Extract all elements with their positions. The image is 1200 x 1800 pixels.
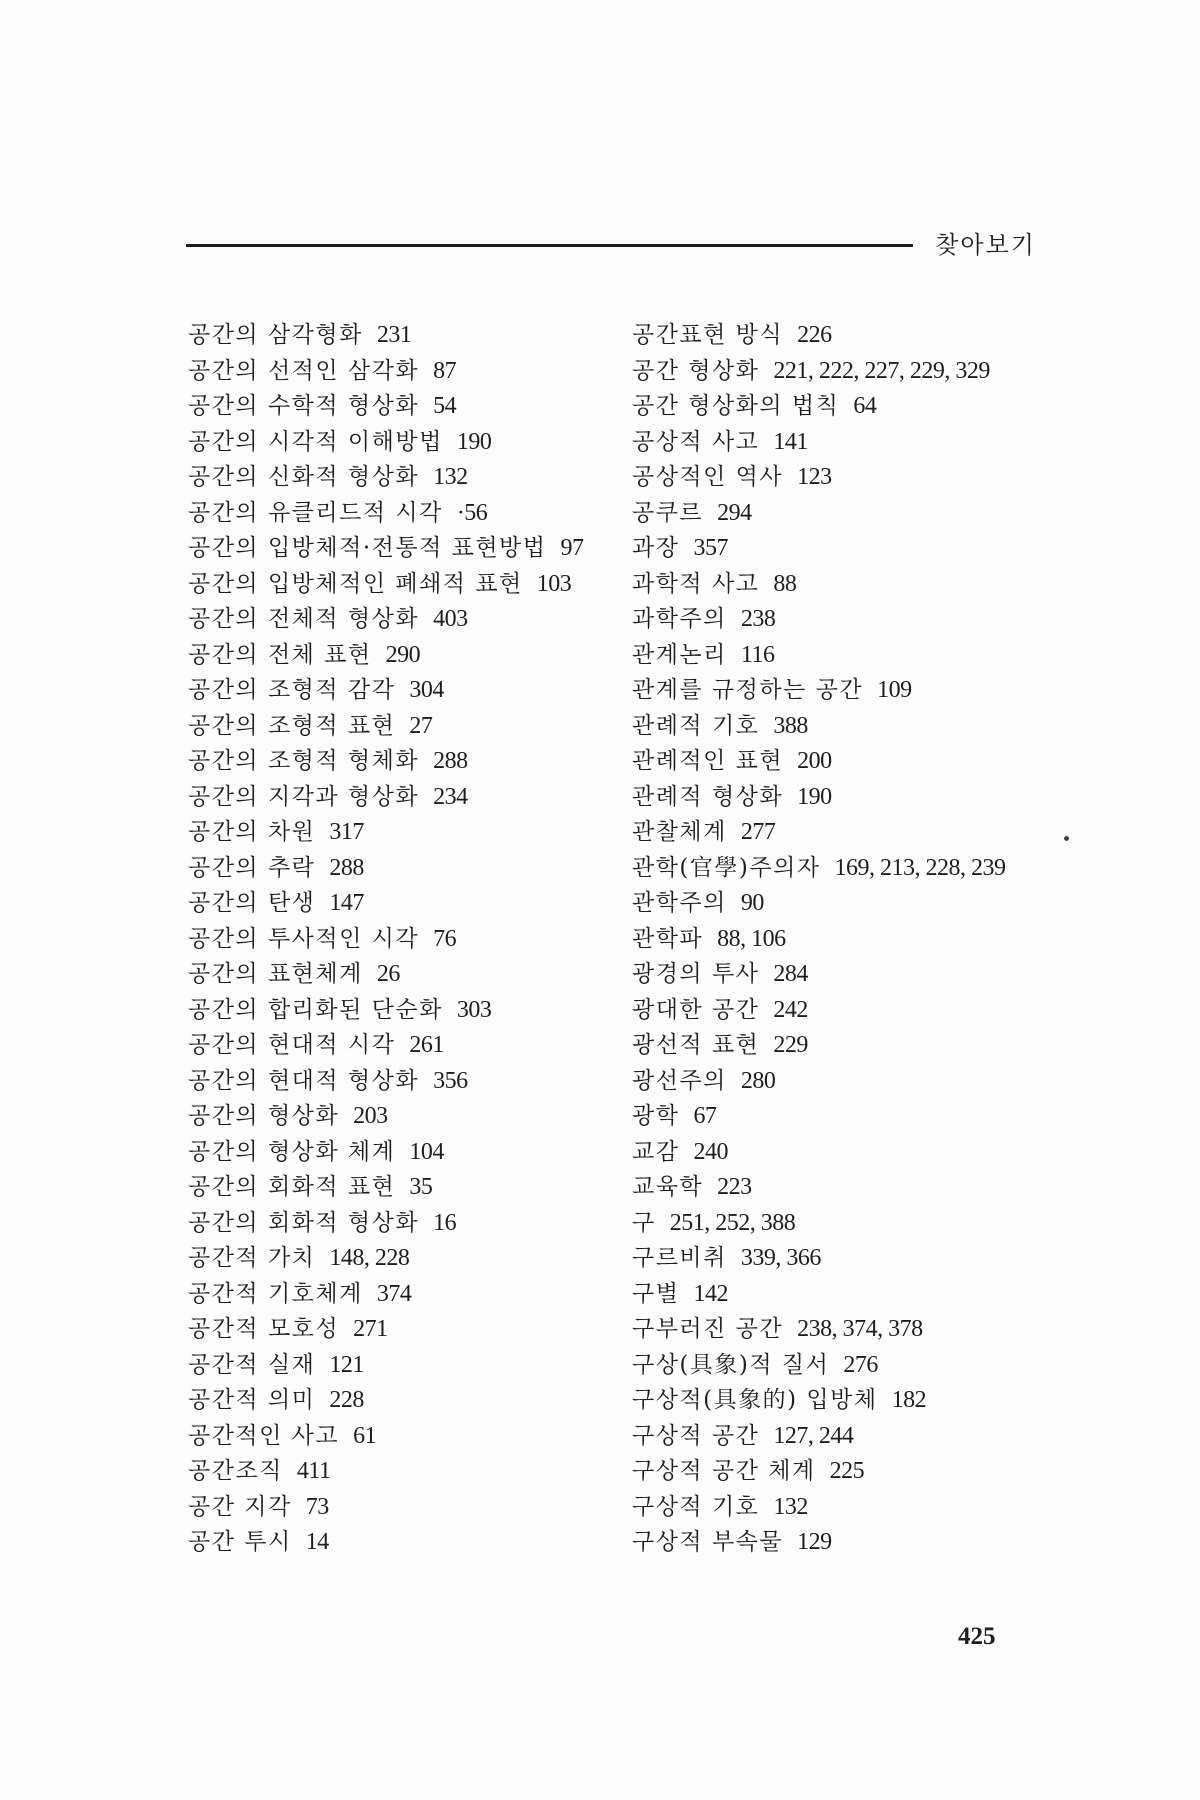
index-entry [188, 354, 608, 390]
index-column-right [632, 318, 1052, 1561]
index-page-refs: 54 [433, 393, 457, 419]
index-term: 공간의 지각과 형상화 [188, 783, 420, 810]
index-entry [632, 1170, 1052, 1206]
index-entry [632, 425, 1052, 461]
index-page-refs: 129 [797, 1529, 832, 1555]
index-term: 공간의 형상화 [188, 1103, 340, 1129]
page-number: 425 [958, 1623, 996, 1650]
index-page-refs: 132 [773, 1493, 808, 1520]
index-entry [188, 1241, 608, 1277]
index-term: 구상적 공간 [632, 1422, 760, 1449]
index-page-refs: 240 [693, 1138, 728, 1165]
index-term: 공쿠르 [632, 499, 704, 526]
index-page-refs: 116 [740, 641, 775, 668]
index-page-refs: 280 [740, 1067, 776, 1094]
index-page-refs: 73 [305, 1493, 329, 1520]
index-term: 구부러진 공간 [632, 1316, 784, 1342]
index-term: 과학적 사고 [632, 570, 760, 597]
index-term: 과장 [632, 535, 680, 561]
index-entry [632, 1028, 1052, 1064]
index-page-refs: 231 [376, 322, 412, 348]
index-page-refs: 226 [797, 322, 832, 348]
index-page-refs: 203 [353, 1103, 388, 1129]
index-page-refs: 132 [433, 464, 468, 490]
index-page-refs: 261 [409, 1032, 444, 1058]
index-entry [632, 460, 1052, 496]
section-title: 찾아보기 [935, 231, 1036, 259]
index-term: 공간 지각 [188, 1493, 292, 1520]
index-page-refs: 90 [740, 890, 764, 916]
index-entry [188, 1454, 608, 1490]
index-entry [188, 780, 608, 816]
index-page-refs: 27 [409, 712, 433, 739]
index-term: 관찰체계 [632, 819, 727, 845]
index-page-refs: 35 [409, 1174, 433, 1200]
index-entry [632, 1135, 1052, 1171]
index-page-refs: 276 [843, 1351, 878, 1378]
index-term: 광경의 투사 [632, 961, 760, 987]
index-entry [632, 1099, 1052, 1135]
index-entry [188, 1277, 608, 1313]
index-page-refs: 104 [409, 1138, 444, 1165]
index-page-refs: 229 [773, 1032, 808, 1058]
index-term: 구상적 기호 [632, 1493, 760, 1520]
index-page-refs: 64 [853, 393, 877, 419]
index-page-refs: 356 [433, 1067, 468, 1094]
index-page-refs: 223 [717, 1174, 752, 1200]
index-term: 공간 형상화의 법칙 [632, 393, 840, 419]
index-term: 관학파 [632, 925, 704, 952]
index-page-refs: 76 [433, 925, 457, 952]
index-term: 공간의 형상화 체계 [188, 1138, 396, 1165]
index-term: 공간의 선적인 삼각화 [188, 357, 420, 384]
index-term: 공간의 회화적 표현 [188, 1174, 396, 1200]
index-page-refs: 169, 213, 228, 239 [834, 854, 1006, 881]
index-entry [188, 1348, 608, 1384]
index-entry [188, 851, 608, 887]
index-term: 공간의 수학적 형상화 [188, 393, 420, 419]
index-entry [188, 1312, 608, 1348]
index-column-left [188, 318, 608, 1561]
index-page-refs: 97 [560, 535, 584, 561]
index-entry [188, 993, 608, 1029]
index-entry [632, 1206, 1052, 1242]
index-page-refs: 16 [433, 1209, 457, 1236]
index-term: 공간의 신화적 형상화 [188, 464, 420, 490]
index-page-refs: 182 [891, 1387, 927, 1413]
index-entry [632, 354, 1052, 390]
index-entry [632, 709, 1052, 745]
index-entry [632, 1312, 1052, 1348]
index-term: 공간조직 [188, 1458, 283, 1484]
index-term: 공간의 합리화된 단순화 [188, 996, 443, 1023]
index-entry [188, 425, 608, 461]
index-term: 공간적 모호성 [188, 1316, 340, 1342]
index-page-refs: 88, 106 [717, 925, 786, 952]
index-entry [632, 780, 1052, 816]
index-entry [632, 1454, 1052, 1490]
index-entry [632, 602, 1052, 638]
index-page-refs: 190 [797, 783, 832, 810]
index-entry [188, 744, 608, 780]
index-entry [188, 1064, 608, 1100]
index-entry [632, 1419, 1052, 1455]
index-entry [632, 318, 1052, 354]
index-entry [188, 709, 608, 745]
index-entry [632, 744, 1052, 780]
index-page-refs: 288 [329, 854, 364, 881]
index-page-refs: 238, 374, 378 [797, 1316, 923, 1342]
index-term: 공간의 입방체적·전통적 표현방법 [188, 535, 547, 561]
index-entry [188, 673, 608, 709]
index-term: 공간의 표현체계 [188, 961, 363, 987]
index-page-refs: 148, 228 [329, 1245, 410, 1271]
index-entry [632, 993, 1052, 1029]
index-term: 공간적 가치 [188, 1245, 316, 1271]
index-entry [188, 1383, 608, 1419]
stray-dot-mark [1064, 836, 1069, 841]
index-page-refs: 142 [693, 1280, 728, 1307]
index-page-refs: 271 [353, 1316, 388, 1342]
index-term: 광학 [632, 1103, 680, 1129]
index-entry [632, 851, 1052, 887]
index-term: 관례적 기호 [632, 712, 760, 739]
index-term: 공간의 시각적 이해방법 [188, 428, 443, 455]
index-entry [632, 1383, 1052, 1419]
index-term: 공간의 전체적 형상화 [188, 606, 420, 632]
index-term: 구상적(具象的) 입방체 [632, 1387, 878, 1413]
index-entry [188, 886, 608, 922]
index-entry [188, 531, 608, 567]
index-page-refs: 67 [693, 1103, 717, 1129]
index-term: 관례적인 표현 [632, 748, 784, 774]
index-page-refs: 228 [329, 1387, 364, 1413]
index-term: 구 [632, 1209, 656, 1236]
index-term: 공간의 조형적 표현 [188, 712, 396, 739]
index-page-refs: 127, 244 [773, 1422, 854, 1449]
index-entry [188, 1028, 608, 1064]
index-term: 공간표현 방식 [632, 322, 784, 348]
index-page-refs: 290 [385, 641, 421, 668]
index-page-refs: 141 [773, 428, 808, 455]
index-entry [632, 389, 1052, 425]
index-entry [188, 1170, 608, 1206]
index-entry [188, 1525, 608, 1561]
index-term: 공간의 입방체적인 폐쇄적 표현 [188, 570, 523, 597]
index-term: 공간 형상화 [632, 357, 760, 384]
index-term: 광선주의 [632, 1067, 727, 1094]
index-page-refs: 103 [536, 570, 572, 597]
index-term: 과학주의 [632, 606, 727, 632]
index-term: 공간의 전체 표현 [188, 641, 372, 668]
index-page-refs: 26 [376, 961, 400, 987]
index-page-refs: 294 [717, 499, 752, 526]
index-entry [188, 318, 608, 354]
index-entry [632, 957, 1052, 993]
index-page-refs: 304 [409, 677, 444, 703]
index-term: 구별 [632, 1280, 680, 1307]
index-term: 공간적 기호체계 [188, 1280, 363, 1307]
index-entry [188, 922, 608, 958]
index-entry [188, 1419, 608, 1455]
index-page-refs: 238 [740, 606, 776, 632]
index-entry [188, 1135, 608, 1171]
index-entry [188, 460, 608, 496]
index-page-refs: 242 [773, 996, 808, 1023]
index-entry [632, 922, 1052, 958]
index-term: 광대한 공간 [632, 996, 760, 1023]
index-term: 공간 투시 [188, 1529, 292, 1555]
index-term: 공간의 조형적 감각 [188, 677, 396, 703]
index-page-refs: 403 [433, 606, 468, 632]
index-term: 공간적 의미 [188, 1387, 316, 1413]
index-entry [188, 496, 608, 532]
index-page-refs: 251, 252, 388 [669, 1209, 796, 1236]
index-term: 공간의 차원 [188, 819, 316, 845]
index-page-refs: 284 [773, 961, 808, 987]
index-entry [632, 638, 1052, 674]
index-entry [632, 567, 1052, 603]
index-page-refs: 200 [797, 748, 832, 774]
index-page-refs: 87 [433, 357, 457, 384]
index-term: 구상적 공간 체계 [632, 1458, 816, 1484]
index-entry [188, 957, 608, 993]
index-entry [632, 815, 1052, 851]
index-page-refs: 121 [329, 1351, 364, 1378]
index-page-refs: 61 [353, 1422, 377, 1449]
index-entry [632, 1525, 1052, 1561]
index-term: 구상(具象)적 질서 [632, 1351, 830, 1378]
index-term: 공간적인 사고 [188, 1422, 340, 1449]
index-page-refs: 388 [773, 712, 808, 739]
index-entry [632, 1064, 1052, 1100]
index-page-refs: 303 [456, 996, 492, 1023]
index-page-refs: ·56 [456, 499, 488, 526]
header-rule [186, 244, 913, 247]
index-page-refs: 288 [433, 748, 468, 774]
index-page-refs: 147 [329, 890, 364, 916]
index-entry [632, 1490, 1052, 1526]
index-term: 공간의 회화적 형상화 [188, 1209, 420, 1236]
index-page-refs: 357 [693, 535, 728, 561]
index-entry [188, 389, 608, 425]
index-page-refs: 88 [773, 570, 797, 597]
index-page-refs: 411 [296, 1458, 331, 1484]
index-page-refs: 317 [329, 819, 364, 845]
index-term: 공간의 탄생 [188, 890, 316, 916]
index-term: 관학주의 [632, 890, 727, 916]
index-term: 관례적 형상화 [632, 783, 784, 810]
index-term: 공간의 현대적 형상화 [188, 1067, 420, 1094]
index-term: 공상적 사고 [632, 428, 760, 455]
index-page-refs: 221, 222, 227, 229, 329 [773, 357, 990, 384]
index-term: 공간의 현대적 시각 [188, 1032, 396, 1058]
index-entry [188, 1099, 608, 1135]
index-page-refs: 234 [433, 783, 468, 810]
index-term: 관계논리 [632, 641, 727, 668]
index-term: 교육학 [632, 1174, 704, 1200]
index-term: 공간의 유클리드적 시각 [188, 499, 443, 526]
index-page-refs: 339, 366 [740, 1245, 821, 1271]
index-term: 관학(官學)주의자 [632, 854, 821, 881]
index-term: 공간의 삼각형화 [188, 322, 363, 348]
index-page-refs: 277 [740, 819, 776, 845]
index-entry [188, 567, 608, 603]
index-page-refs: 225 [829, 1458, 865, 1484]
index-page-refs: 190 [456, 428, 492, 455]
index-term: 공간의 조형적 형체화 [188, 748, 420, 774]
index-term: 공간적 실재 [188, 1351, 316, 1378]
index-term: 구르비취 [632, 1245, 727, 1271]
index-entry [188, 1490, 608, 1526]
index-page-refs: 109 [877, 677, 912, 703]
index-term: 교감 [632, 1138, 680, 1165]
index-entry [632, 886, 1052, 922]
index-term: 광선적 표현 [632, 1032, 760, 1058]
index-page-refs: 374 [376, 1280, 412, 1307]
index-page-refs: 14 [305, 1529, 329, 1555]
index-entry [188, 638, 608, 674]
index-entry [632, 1241, 1052, 1277]
index-term: 구상적 부속물 [632, 1529, 784, 1555]
running-header [186, 230, 1036, 270]
index-entry [632, 1348, 1052, 1384]
index-entry [188, 815, 608, 851]
index-entry [632, 673, 1052, 709]
index-term: 공간의 추락 [188, 854, 316, 881]
index-term: 관계를 규정하는 공간 [632, 677, 864, 703]
index-term: 공간의 투사적인 시각 [188, 925, 420, 952]
index-term: 공상적인 역사 [632, 464, 784, 490]
index-entry [632, 1277, 1052, 1313]
index-entry [632, 531, 1052, 567]
index-page-refs: 123 [797, 464, 832, 490]
index-entry [188, 1206, 608, 1242]
index-entry [632, 496, 1052, 532]
index-entry [188, 602, 608, 638]
